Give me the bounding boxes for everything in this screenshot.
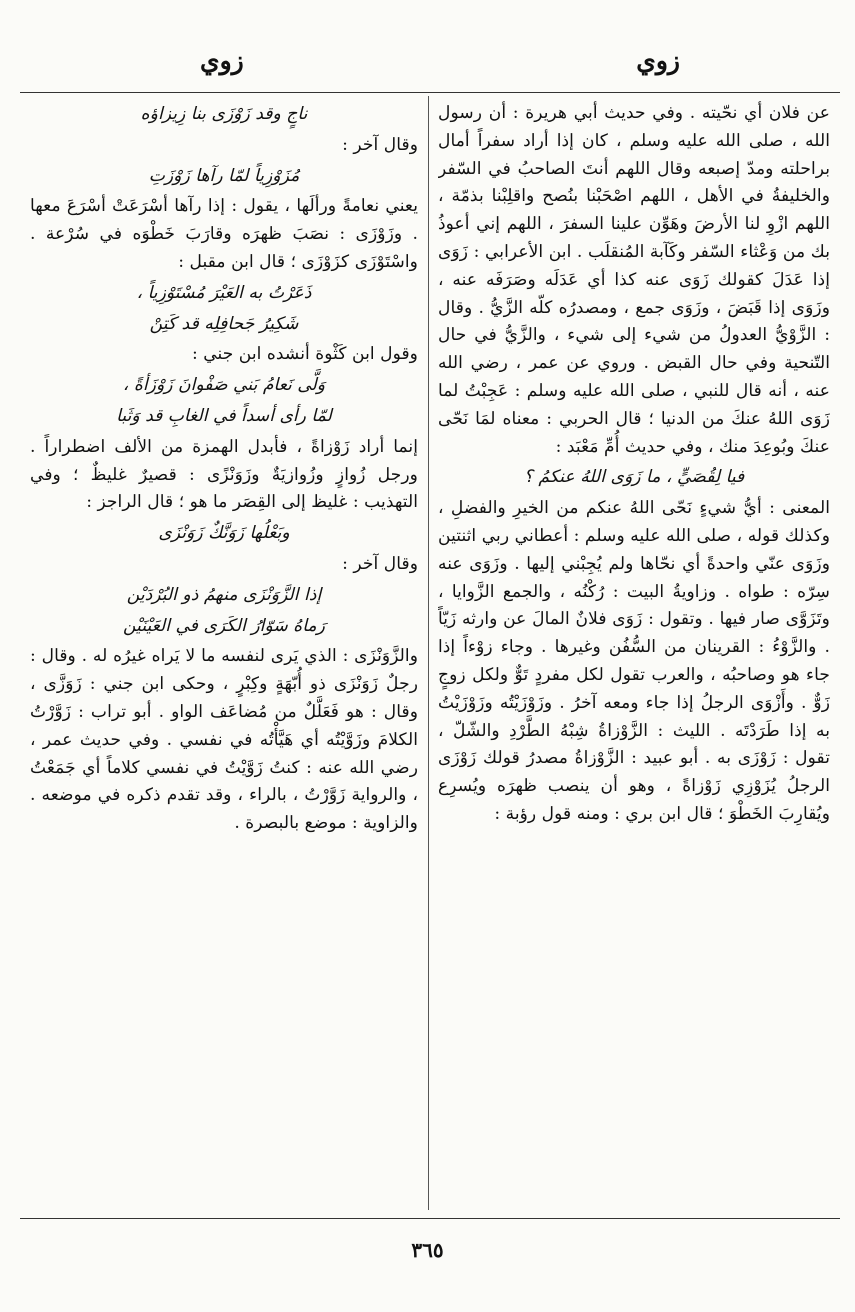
left-verse-3a: ذَعَرْتُ به العَيْرَ مُسْتَوْزِياً ، xyxy=(136,282,312,303)
right-paragraph-2: المعنى : أيُّ شيءٍ نَحّى اللهُ عنكم من الخيرِ والفضلِ ، وكذلك قوله ، صلى الله عليه وسلم : أعطاني ربي اثنتين وزَوَى عنّي واحدةً أي نحّاها ولم يُجِبْني إليها . وزَوَى عنه سِرّه : طواه . وزاويةُ البيت : رُكْنُه ، والجمع الزَّوايا ، وتَزَوَّى صار فيها . وتقول : زَوَى فلانٌ المالَ عن وارثه زَيّاً . والزَّوْءُ : القرينان من السُّفُن وغيرها . وجاء زوْءاً إذا جاء هو وصاحبُه ، والعرب تقول لكل مفردٍ تَوٌّ ولكل زوجٍ زَوٌّ . وأَزْوَى الرجلُ إذا جاء ومعه آخرُ . وزَوْزَيْتُه وزَوْزَيْتُ به إذا طَرَدْتَه . الليث : الزَّوْزاةُ شِبْهُ الطَّرْدِ والشّلّ ، تقول : زَوْزَى به . أبو عبيد : الزَّوْزاةُ مصدرُ قولك زَوْزَى الرجلُ يُزَوْزِي زَوْزاةً ، وهو أن ينصب ظهرَه ويُسرِع ويُقارِبَ الخَطْوَ ؛ قال ابن بري : ومنه قول رؤبة : xyxy=(438,498,830,824)
right-paragraph-1: عن فلان أي نحّيته . وفي حديث أبي هريرة : أن رسول الله ، صلى الله عليه وسلم ، كان إذا أراد سفراً أمال براحلته ومدّ إصبعه وقال اللهم أنتَ الصاحبُ في السّفر والخليفةُ في الأهل ، اللهم اصْحَبْنا بنُصح واقلِبْنا بذمّة ، اللهم ازْوِ لنا الأرضَ وهَوِّن علينا السفرَ ، اللهم إني أعوذُ بك من وَعْثاء السّفر وكَآبة المُنقلَب . ابن الأعرابي : زَوَى إذا عَدَلَ كقولك زَوَى عنه كذا أي عَدَلَه وصَرَفَه عنه ، وزَوَى إذا قَبَضَ ، وزَوَى جمع ، ومصدرُه كلّه الزَّيُّ . وقال : الزَّوْيُّ العدولُ من شيء إلى شيء ، والزَّيُّ في حال التّنحية وفي حال القبض . وروي عن عمر ، رضي الله عنه ، أنه قال للنبي ، صلى الله عليه وسلم : عَجِبْتُ لما زَوَى اللهُ عنكَ من الدنيا ؛ قال الحربي : معناه لمَا نَحّى عنكَ وبُوعِدَ منك ، وفي حديث أُمِّ مَعْبَد : xyxy=(438,103,830,457)
right-running-headword: زوي xyxy=(636,46,680,75)
left-paragraph-5: وقال آخر : xyxy=(342,553,418,574)
left-verse-4b: لمّا رأى أسداً في الغابِ قد وَثَبا xyxy=(116,405,332,426)
footer-rule xyxy=(20,1218,840,1219)
left-verse-4a: وَلَّى نَعامُ بَني صَفْوانَ زَوْزَأةً ، xyxy=(122,375,326,396)
left-paragraph-2: يعني نعامةً ورألَها ، يقول : إذا رآها أسْرَعَتْ أسْرَعَ معها . وزَوْزَى : نصَبَ ظهرَه وقارَبَ خَطْوَه في سُرْعة . واسْتَوْزَى كزَوْزَى ؛ قال ابن مقبل : xyxy=(30,196,418,272)
left-running-headword: زوي xyxy=(200,46,244,75)
left-paragraph-4: إنما أراد زَوْزاةً ، فأبدل الهمزة من الألف اضطراراً . ورجل زُوازٍ وزُوازيَةٌ وزَوَنْزًى : قصيرٌ غليظٌ ؛ وفي التهذيب : غليظ إلى القِصَر ما هو ؛ قال الراجز : xyxy=(30,436,418,513)
left-verse-1: ناجٍ وقد زَوْزَى بنا زِيزاؤه xyxy=(140,104,308,124)
left-paragraph-6: والزَّوَنْزَى : الذي يَرى لنفسه ما لا يَراه غيرُه له . وقال : رجلٌ زَوَنْزَى ذو أُبّهَةٍ وكِبْرٍ ، وحكى ابن جني : زَوَزَّى ، وقال : هو فَعَلَّلٌ من مُضاعَف الواو . أبو تراب : زَوَّرْتُ الكلامَ وزَوَّيْتُه أي هَيَّأْتُه في نفسي . وفي حديث عمر ، رضي الله عنه : كنتُ زَوَّيْتُ في نفسي كلاماً أي جَمَعْتُ ، والرواية زَوَّرْتُ ، بالراء ، وقد تقدم ذكره في موضعه . والزاوية : موضع بالبصرة . xyxy=(30,646,418,834)
right-column xyxy=(438,100,830,1210)
left-paragraph-1: وقال آخر : xyxy=(342,134,418,155)
right-verse-1: فيا لِقُصَيٍّ ، ما زَوَى اللهُ عنكمُ ؟ xyxy=(523,467,745,488)
column-divider xyxy=(428,96,429,1210)
header-rule xyxy=(20,92,840,93)
left-verse-6b: رَماهُ سَوّارُ الكَرَى في العَيْنَيْن xyxy=(123,615,325,636)
left-column xyxy=(30,98,418,1208)
page-header xyxy=(0,40,855,90)
left-verse-2: مُزَوْزِياً لمّا رآها زَوْزَتِ xyxy=(148,165,300,186)
left-verse-6a: إذا الزَّوَنْزَى منهمُ ذو البُرْدَيْن xyxy=(126,584,322,605)
page-number: ٣٦٥ xyxy=(411,1238,444,1262)
left-verse-3b: شَكِيرُ جَحافِلِه قد كَتِنْ xyxy=(149,313,299,334)
left-verse-5: وبَعْلُها زَوَنَّكٌ زَوَنْزَى xyxy=(158,523,290,544)
left-paragraph-3: وقول ابن كَثْوة أنشده ابن جني : xyxy=(191,344,418,365)
